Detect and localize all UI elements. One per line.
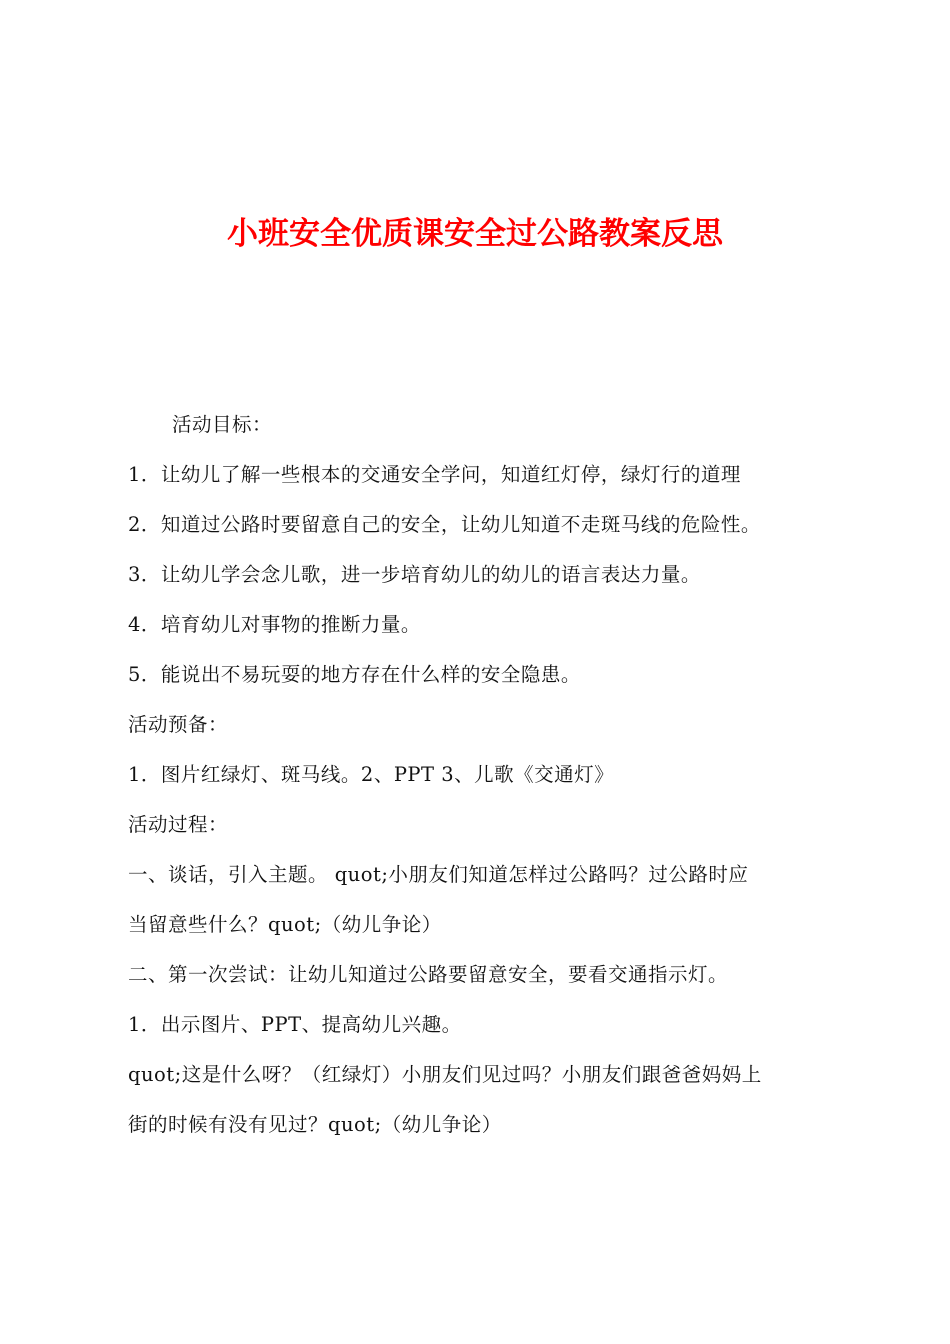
paragraph-line: 5．能说出不易玩耍的地方存在什么样的安全隐患。 (128, 663, 581, 686)
paragraph-line: quot;这是什么呀？（红绿灯）小朋友们见过吗？小朋友们跟爸爸妈妈上 (128, 1063, 762, 1086)
paragraph-line: 4．培育幼儿对事物的推断力量。 (128, 613, 421, 636)
paragraph-line: 一、谈话，引入主题。 quot;小朋友们知道怎样过公路吗？过公路时应 (128, 863, 749, 886)
paragraph-line: 2．知道过公路时要留意自己的安全，让幼儿知道不走斑马线的危险性。 (128, 513, 761, 536)
section-heading-preparation: 活动预备： (128, 713, 229, 736)
paragraph-line: 二、第一次尝试：让幼儿知道过公路要留意安全，要看交通指示灯。 (128, 963, 729, 986)
paragraph-line: 1．让幼儿了解一些根本的交通安全学问，知道红灯停，绿灯行的道理 (128, 463, 741, 486)
document-title: 小班安全优质课安全过公路教案反思 (227, 216, 723, 252)
section-heading-goals: 活动目标： (172, 413, 273, 436)
paragraph-line: 1．图片红绿灯、斑马线。2、PPT 3、儿歌《交通灯》 (128, 763, 615, 786)
paragraph-line: 街的时候有没有见过？quot;（幼儿争论） (128, 1113, 502, 1136)
section-heading-process: 活动过程： (128, 813, 229, 836)
paragraph-line: 1．出示图片、PPT、提高幼儿兴趣。 (128, 1013, 462, 1036)
document-body (128, 400, 838, 1150)
paragraph-line: 当留意些什么？quot;（幼儿争论） (128, 913, 442, 936)
paragraph-line: 3．让幼儿学会念儿歌，进一步培育幼儿的幼儿的语言表达力量。 (128, 563, 701, 586)
